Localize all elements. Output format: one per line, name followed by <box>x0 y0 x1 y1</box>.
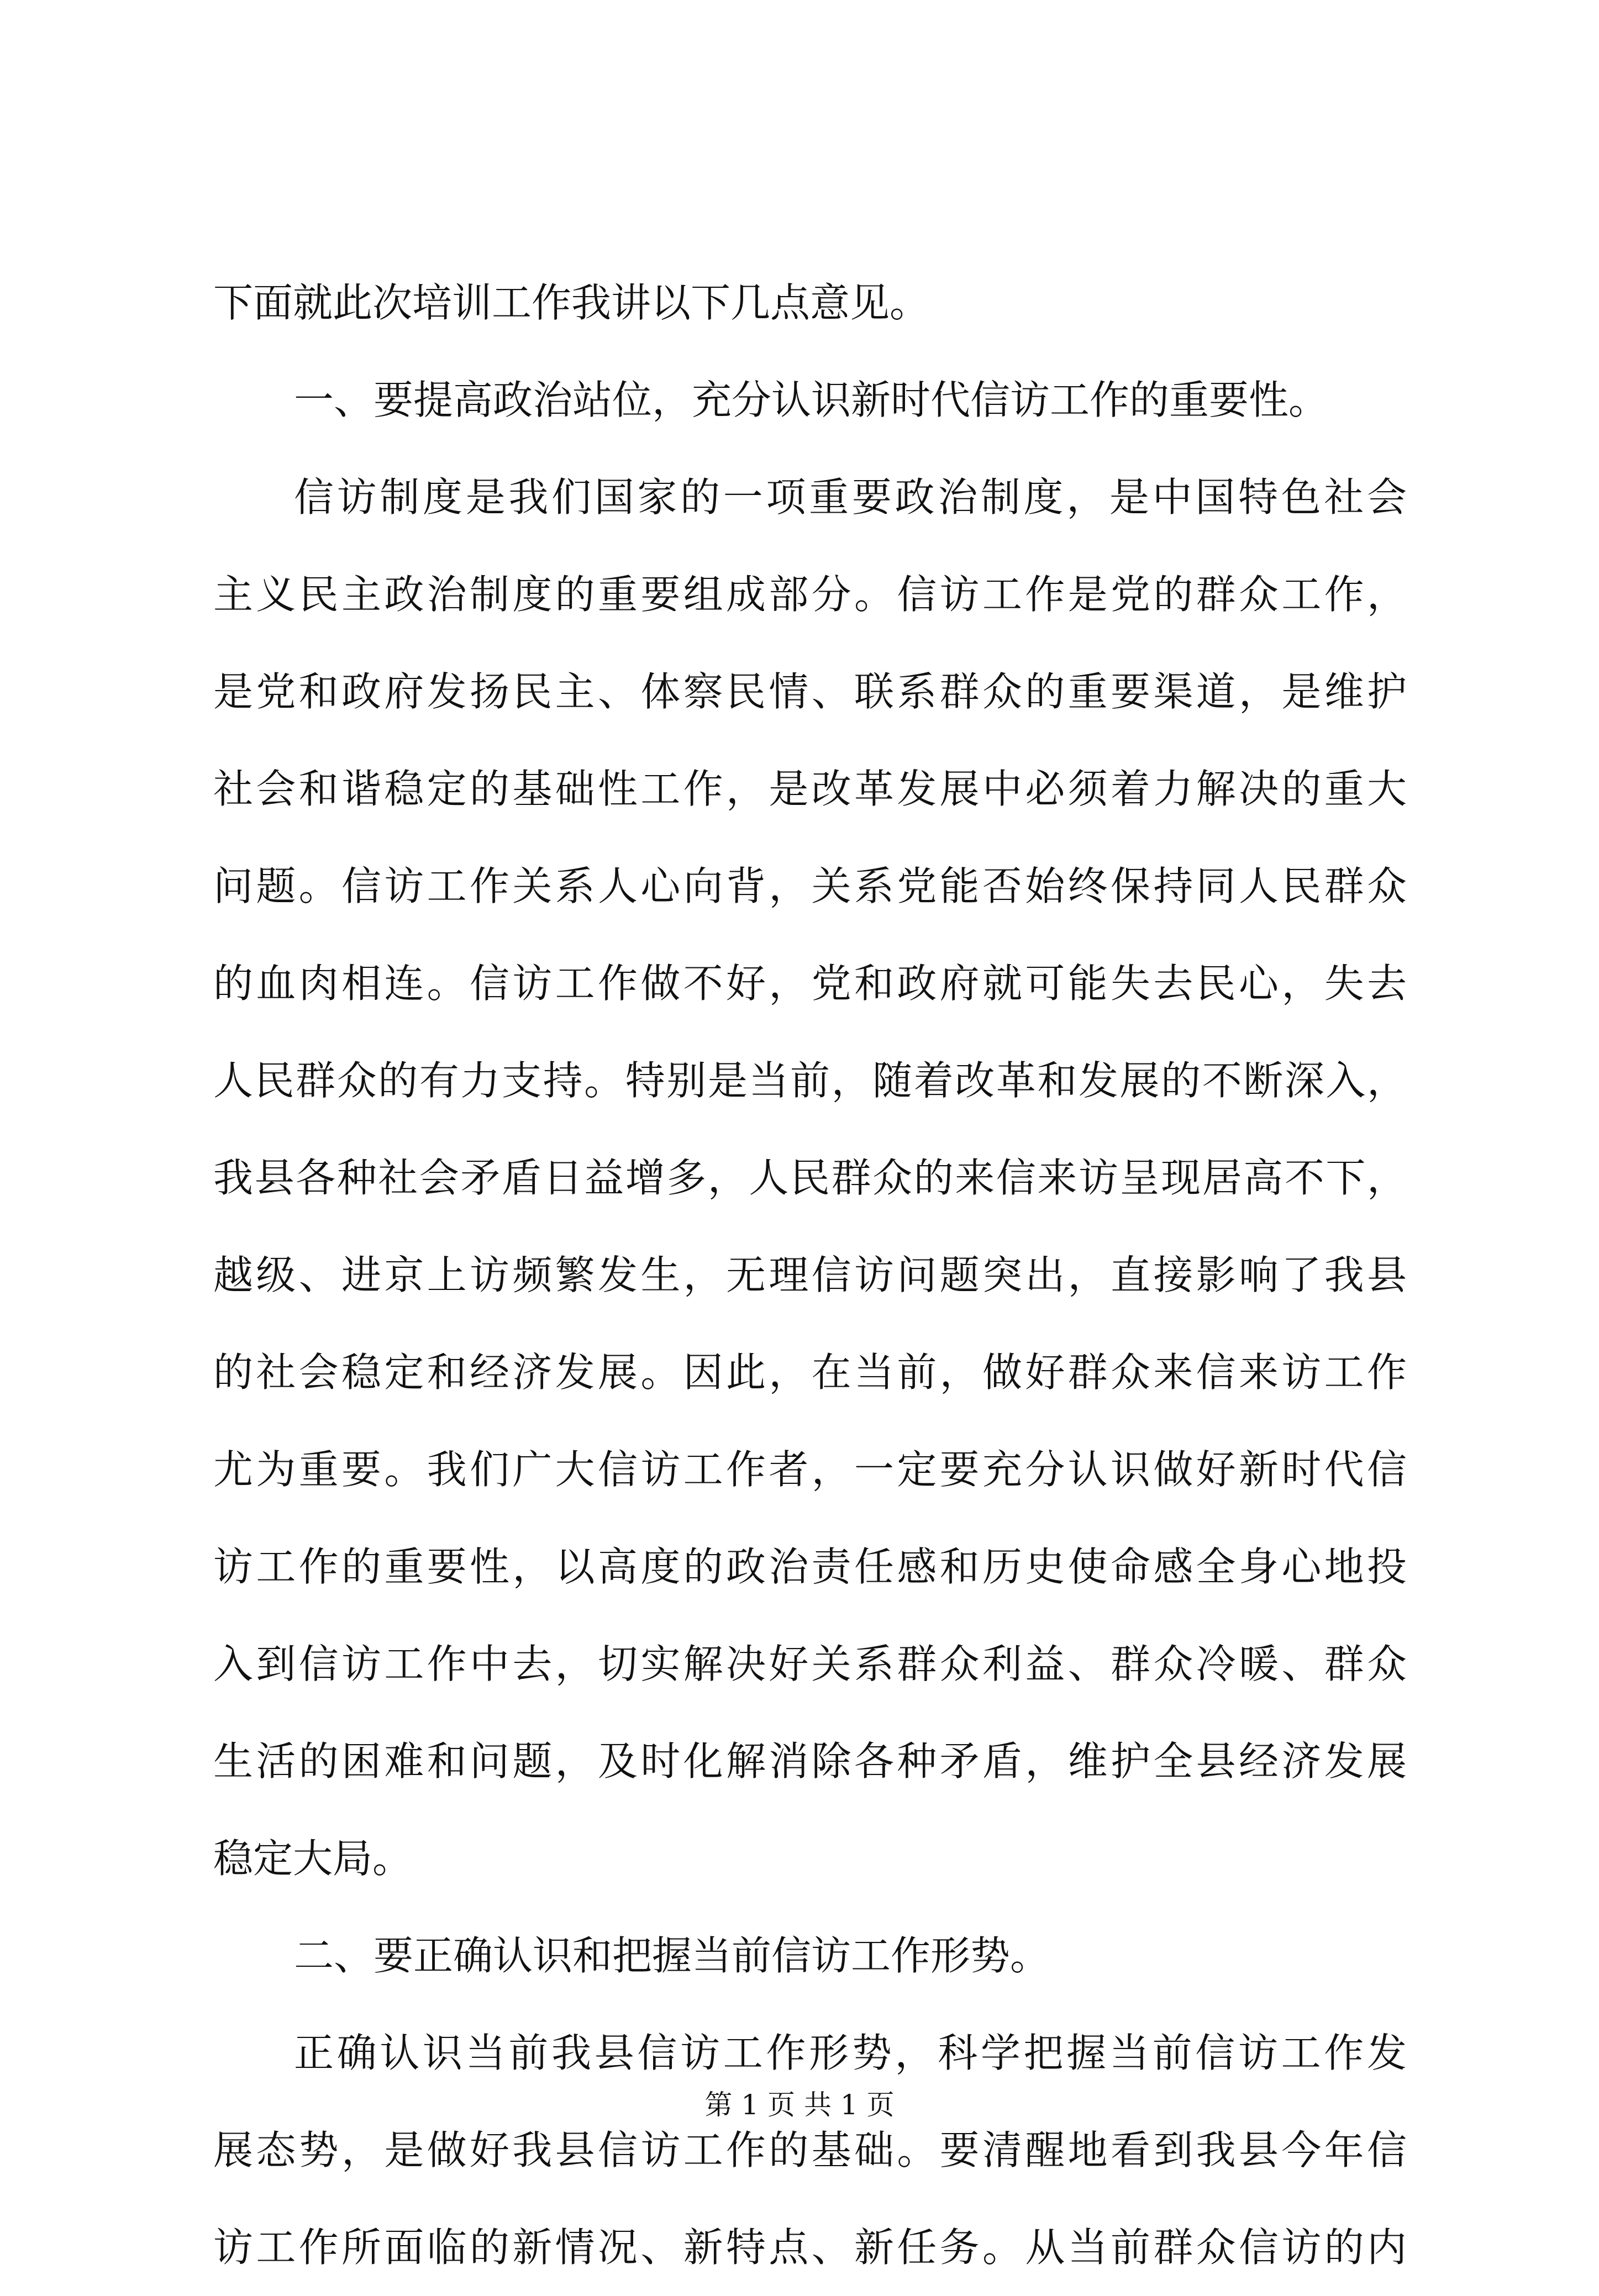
section-heading-1: 一、要提高政治站位，充分认识新时代信访工作的重要性。 <box>294 377 1329 423</box>
text-line: 访工作所面临的新情况、新特点、新任务。从当前群众信访的内 <box>213 2224 1407 2271</box>
page-number: 第 1 页 共 1 页 <box>704 2089 895 2121</box>
section-heading-2: 二、要正确认识和把握当前信访工作形势。 <box>294 1932 1050 1979</box>
text-line: 主义民主政治制度的重要组成部分。信访工作是党的群众工作， <box>213 571 1407 618</box>
text-line: 入到信访工作中去，切实解决好关系群众利益、群众冷暖、群众 <box>213 1641 1407 1687</box>
text-line: 下面就此次培训工作我讲以下几点意见。 <box>213 280 930 326</box>
body-text <box>213 254 1407 2296</box>
text-line: 展态势，是做好我县信访工作的基础。要清醒地看到我县今年信 <box>213 2127 1407 2173</box>
text-line: 访工作的重要性，以高度的政治责任感和历史使命感全身心地投 <box>213 1544 1407 1590</box>
text-line: 社会和谐稳定的基础性工作，是改革发展中必须着力解决的重大 <box>213 766 1407 812</box>
page-footer <box>0 2083 1599 2127</box>
text-line: 稳定大局。 <box>213 1835 413 1882</box>
text-line: 正确认识当前我县信访工作形势，科学把握当前信访工作发 <box>294 2030 1407 2076</box>
text-line: 生活的困难和问题，及时化解消除各种矛盾，维护全县经济发展 <box>213 1738 1407 1784</box>
text-line: 越级、进京上访频繁发生，无理信访问题突出，直接影响了我县 <box>213 1252 1407 1298</box>
text-line: 我县各种社会矛盾日益增多，人民群众的来信来访呈现居高不下， <box>213 1155 1407 1201</box>
text-line: 的社会稳定和经济发展。因此，在当前，做好群众来信来访工作 <box>213 1349 1407 1395</box>
text-line: 人民群众的有力支持。特别是当前，随着改革和发展的不断深入， <box>213 1057 1407 1104</box>
text-line: 尤为重要。我们广大信访工作者，一定要充分认识做好新时代信 <box>213 1446 1407 1493</box>
text-line: 是党和政府发扬民主、体察民情、联系群众的重要渠道，是维护 <box>213 668 1407 715</box>
text-line: 的血肉相连。信访工作做不好，党和政府就可能失去民心，失去 <box>213 960 1407 1007</box>
text-line: 问题。信访工作关系人心向背，关系党能否始终保持同人民群众 <box>213 863 1407 909</box>
text-line: 信访制度是我们国家的一项重要政治制度，是中国特色社会 <box>294 474 1407 520</box>
